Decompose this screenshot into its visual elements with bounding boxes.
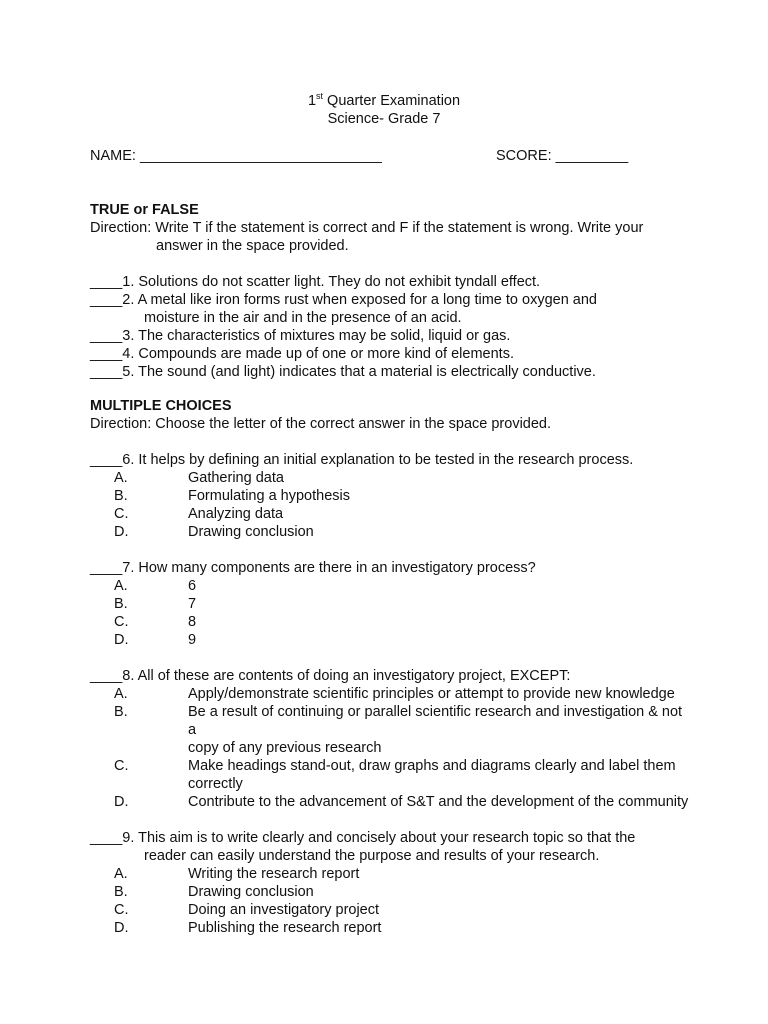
tf-item-text: ____3. The characteristics of mixtures may be solid, liquid or gas. <box>90 328 511 344</box>
tf-item-text: ____4. Compounds are made up of one or more kind of elements. <box>90 346 514 362</box>
true-false-section <box>90 201 690 381</box>
choice-d[interactable] <box>90 919 690 937</box>
choice-letter: B. <box>114 488 128 504</box>
choice-b[interactable] <box>90 595 690 613</box>
mc-question-6 <box>90 451 690 541</box>
choice-letter: A. <box>114 686 128 702</box>
choice-a[interactable] <box>90 865 690 883</box>
choice-letter: C. <box>114 758 129 774</box>
choice-text: Publishing the research report <box>188 920 382 936</box>
choice-letter: C. <box>114 506 129 522</box>
choice-letter: D. <box>114 524 129 540</box>
choice-letter: B. <box>114 884 128 900</box>
choice-list <box>90 469 690 541</box>
choice-c[interactable] <box>90 901 690 919</box>
choice-text: Drawing conclusion <box>188 524 314 540</box>
choice-text: 7 <box>188 596 197 612</box>
choice-text: Doing an investigatory project <box>188 902 380 918</box>
multiple-choice-section <box>90 397 690 937</box>
spacer <box>90 649 690 667</box>
true-false-direction <box>90 219 690 255</box>
choice-list <box>90 685 690 811</box>
tf-item-1[interactable] <box>90 273 690 291</box>
mc-question-stem[interactable]: ____7. How many components are there in an investigatory process? <box>90 560 536 576</box>
direction-line: Direction: Write T if the statement is correct and F if the statement is wrong. Write your <box>90 220 644 236</box>
choice-text: Formulating a hypothesis <box>188 488 350 504</box>
choice-letter: D. <box>114 794 129 810</box>
spacer <box>90 811 690 829</box>
choice-c[interactable] <box>90 757 690 793</box>
choice-text: Apply/demonstrate scientific principles or attempt to provide new knowledge <box>188 686 675 702</box>
tf-item-text: ____5. The sound (and light) indicates that a material is electrically conductive. <box>90 364 596 380</box>
true-false-heading: TRUE or FALSE <box>90 202 199 218</box>
tf-item-text: ____2. A metal like iron forms rust when exposed for a long time to oxygen and <box>90 292 597 308</box>
multiple-choice-heading: MULTIPLE CHOICES <box>90 398 232 414</box>
choice-d[interactable] <box>90 523 690 541</box>
choice-text: 9 <box>188 632 197 648</box>
choice-letter: C. <box>114 902 129 918</box>
choice-text: copy of any previous research <box>188 740 382 756</box>
choice-c[interactable] <box>90 613 690 631</box>
choice-letter: A. <box>114 578 128 594</box>
tf-item-5[interactable] <box>90 363 690 381</box>
spacer <box>90 255 690 273</box>
choice-text: Contribute to the advancement of S&T and the development of the community <box>188 794 689 810</box>
spacer <box>90 541 690 559</box>
tf-item-text: ____1. Solutions do not scatter light. They do not exhibit tyndall effect. <box>90 274 541 290</box>
choice-b[interactable] <box>90 703 690 757</box>
choice-b[interactable] <box>90 487 690 505</box>
multiple-choice-direction: Direction: Choose the letter of the correct answer in the space provided. <box>90 416 552 432</box>
score-field[interactable]: SCORE: _________ <box>496 148 629 164</box>
name-score-row <box>90 147 650 165</box>
choice-list <box>90 577 690 649</box>
exam-subtitle: Science- Grade 7 <box>327 111 441 127</box>
choice-letter: D. <box>114 920 129 936</box>
choice-a[interactable] <box>90 685 690 703</box>
choice-letter: A. <box>114 866 128 882</box>
choice-text: Make headings stand-out, draw graphs and diagrams clearly and label them <box>188 758 676 774</box>
choice-c[interactable] <box>90 505 690 523</box>
mc-question-stem[interactable]: ____6. It helps by defining an initial explanation to be tested in the research process. <box>90 452 634 468</box>
name-field[interactable]: NAME: ______________________________ <box>90 148 382 164</box>
tf-item-text: moisture in the air and in the presence of an acid. <box>144 310 462 326</box>
mc-question-stem[interactable]: ____9. This aim is to write clearly and concisely about your research topic so that the <box>90 830 636 846</box>
exam-header <box>0 92 768 128</box>
choice-letter: A. <box>114 470 128 486</box>
choice-text: Be a result of continuing or parallel scientific research and investigation & not a <box>188 704 683 738</box>
tf-item-3[interactable] <box>90 327 690 345</box>
tf-item-2[interactable] <box>90 291 690 327</box>
title-ordinal-suffix: st <box>316 91 324 102</box>
choice-a[interactable] <box>90 469 690 487</box>
choice-text: Writing the research report <box>188 866 360 882</box>
mc-question-7 <box>90 559 690 649</box>
choice-list <box>90 865 690 937</box>
choice-text: Analyzing data <box>188 506 284 522</box>
choice-text: correctly <box>188 776 243 792</box>
mc-question-stem-cont: reader can easily understand the purpose and results of your research. <box>144 848 600 864</box>
choice-a[interactable] <box>90 577 690 595</box>
tf-item-4[interactable] <box>90 345 690 363</box>
mc-question-8 <box>90 667 690 811</box>
choice-letter: B. <box>114 704 128 720</box>
mc-question-stem[interactable]: ____8. All of these are contents of doing an investigatory project, EXCEPT: <box>90 668 571 684</box>
exam-title <box>0 92 768 110</box>
choice-d[interactable] <box>90 631 690 649</box>
choice-text: Gathering data <box>188 470 284 486</box>
choice-text: 6 <box>188 578 197 594</box>
choice-text: Drawing conclusion <box>188 884 314 900</box>
choice-text: 8 <box>188 614 197 630</box>
title-ordinal: 1 <box>307 93 317 109</box>
choice-letter: C. <box>114 614 129 630</box>
title-text: Quarter Examination <box>323 93 461 109</box>
mc-question-9 <box>90 829 690 937</box>
direction-line: answer in the space provided. <box>156 238 349 254</box>
spacer <box>90 433 690 451</box>
choice-letter: D. <box>114 632 129 648</box>
choice-letter: B. <box>114 596 128 612</box>
choice-b[interactable] <box>90 883 690 901</box>
choice-d[interactable] <box>90 793 690 811</box>
